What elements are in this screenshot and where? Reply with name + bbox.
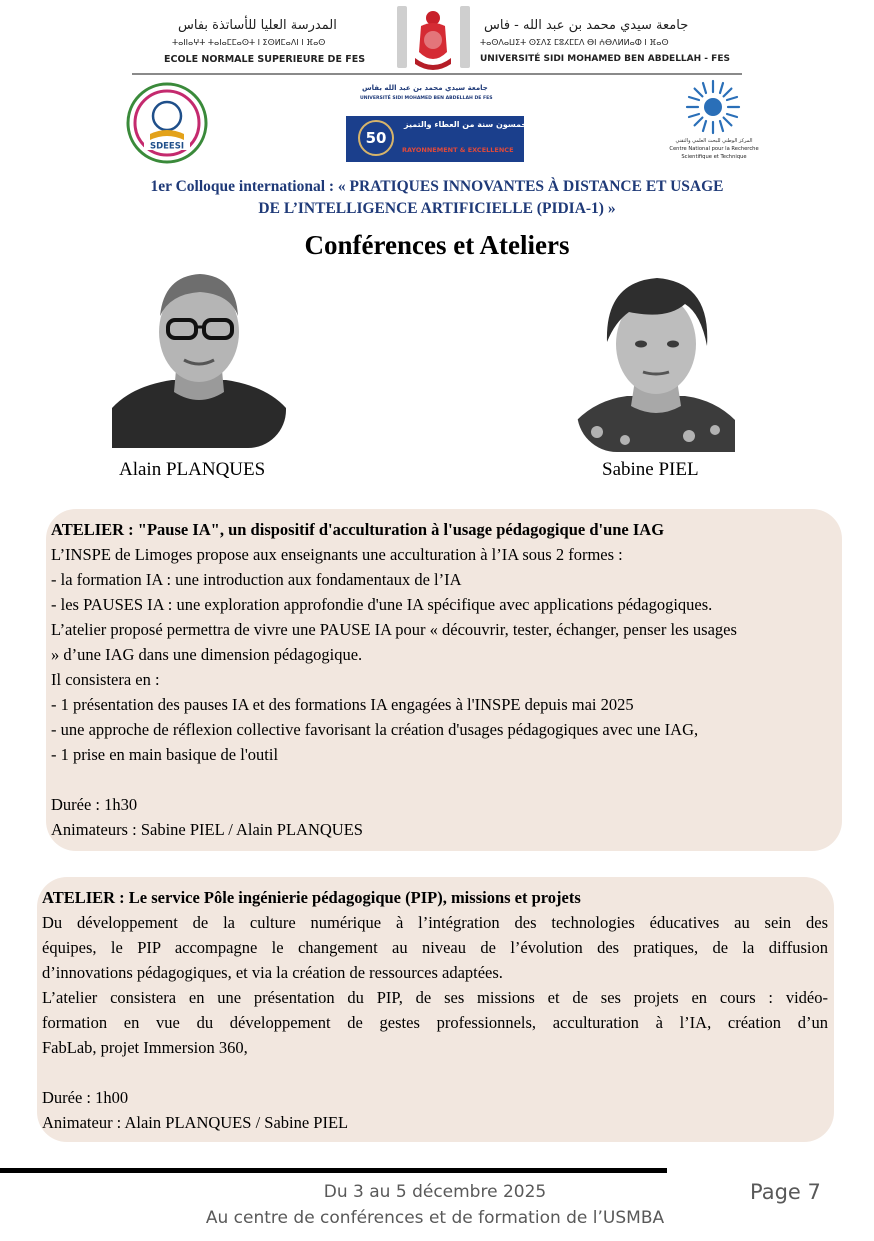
header-divider [132, 73, 742, 75]
usmba-logo-arabic: جامعة سيدي محمد بن عبد الله بفاس [362, 84, 488, 92]
usmba-tifinagh-name: ⵜⴰⵙⴷⴰⵡⵉⵜ ⵙⵉⴷⵉ ⵎⵓⵃⵎⵎⴷ ⴱⵏ ⵄⴱⴷⵍⵍⴰⵀ ⵏ ⴼⴰⵙ [480, 38, 669, 47]
atelier1-paragraph-line1: L’atelier proposé permettra de vivre une PAUSE IA pour « découvrir, tester, échanger, penser les usages [51, 620, 737, 639]
cnrst-name-line2: Scientifique et Technique [681, 154, 747, 160]
atelier2-spacer [42, 1060, 828, 1085]
atelier2-para2-line1: L’atelier consistera en une présentation du PIP, de ses missions et de ses projets en cours : vidéo- [42, 988, 828, 1007]
atelier1-consist-heading: Il consistera en : [51, 670, 160, 689]
atelier1-item-pauses: - les PAUSES IA : une exploration approfondie d'une IA spécifique avec applications pédagogiques. [51, 595, 713, 614]
atelier1-consist-item1: - 1 présentation des pauses IA et des formations IA engagées à l'INSPE depuis mai 2025 [51, 695, 634, 714]
atelier1-intro: L’INSPE de Limoges propose aux enseignants une acculturation à l’IA sous 2 formes : [51, 545, 623, 564]
speaker-photo-alain [112, 258, 286, 448]
footer-venue: Au centre de conférences et de formation de l’USMBA [205, 1208, 665, 1228]
usmba-logo-banner [346, 116, 528, 162]
header-pillar-left [397, 6, 407, 68]
usmba-logo-arabic-tagline: خمسون سنة من العطاء والتميز [404, 120, 528, 129]
page-number: Page 7 [750, 1180, 821, 1204]
colloque-title-line1: 1er Colloque international : « PRATIQUES INNOVANTES À DISTANCE ET USAGE [150, 178, 724, 195]
footer-dates: Du 3 au 5 décembre 2025 [323, 1182, 547, 1202]
sdeesi-logo [126, 82, 208, 164]
atelier1-spacer [51, 767, 836, 792]
portrait-man-image [112, 258, 286, 448]
atelier2-animator: Animateur : Alain PLANQUES / Sabine PIEL [42, 1113, 349, 1132]
colloque-title-line2: DE L’INTELLIGENCE ARTIFICIELLE (PIDIA-1) » [258, 200, 616, 217]
speaker-name-sabine: Sabine PIEL [602, 459, 699, 480]
cnrst-name-line1: Centre National pour la Recherche [669, 146, 759, 152]
portrait-woman-image [577, 260, 735, 452]
atelier2-duration: Durée : 1h00 [42, 1088, 129, 1107]
atelier1-item-formation: - la formation IA : une introduction aux fondamentaux de l’IA [51, 570, 462, 589]
fifty-years-number: 50 [365, 129, 387, 147]
atelier2-para1-line2: équipes, le PIP accompagne le changement au niveau de l’évolution des pratiques, de la diffusion [42, 938, 828, 957]
colloque-title [60, 176, 814, 220]
royal-emblem-icon [407, 6, 459, 72]
page-title: Conférences et Ateliers [304, 230, 570, 260]
header-pillar-right [460, 6, 470, 68]
ens-french-name: ECOLE NORMALE SUPERIEURE DE FES [164, 54, 366, 65]
ens-tifinagh-name: ⵜⴰⵏⵏⴰⵖⵜ ⵜⴰⵏⴰⵎⵎⴰⵙⵜ ⵏ ⵉⵙⵍⵎⴰⴷⵏ ⵏ ⴼⴰⵙ [172, 38, 326, 47]
speaker-name-alain: Alain PLANQUES [119, 459, 266, 480]
atelier-pip-box [37, 877, 834, 1142]
atelier2-para1-line1: Du développement de la culture numérique à l’intégration des technologies éducatives au sein des [42, 913, 828, 932]
usmba-logo-tagline: RAYONNEMENT & EXCELLENCE [402, 146, 514, 154]
atelier-pause-ia-box [46, 509, 842, 851]
fifty-years-seal-icon [358, 120, 394, 156]
usmba-50-years-logo [346, 82, 528, 164]
ens-arabic-name: المدرسة العليا للأساتذة بفاس [178, 18, 337, 33]
atelier2-title: ATELIER : Le service Pôle ingénierie pédagogique (PIP), missions et projets [42, 888, 581, 907]
speaker-photo-sabine [577, 260, 735, 452]
atelier2-para2-line2: formation en vue du développement de gestes professionnels, acculturation à l’IA, création d’un [42, 1013, 828, 1032]
cnrst-arabic-name: المركز الوطني للبحث العلمي والتقني [675, 138, 753, 144]
usmba-logo-french: UNIVERSITÉ SIDI MOHAMED BEN ABDELLAH DE FES [360, 96, 493, 101]
atelier1-animators: Animateurs : Sabine PIEL / Alain PLANQUES [51, 820, 363, 839]
atelier2-para1-line3: d’innovations pédagogiques, et via la création de ressources adaptées. [42, 963, 503, 982]
atelier1-duration: Durée : 1h30 [51, 795, 138, 814]
usmba-french-name: UNIVERSITÉ SIDI MOHAMED BEN ABDELLAH - FES [480, 54, 730, 64]
atelier1-paragraph-line2: » d’une IAG dans une dimension pédagogique. [51, 645, 363, 664]
cnrst-sunburst-icon [684, 78, 742, 136]
atelier2-para2-line3: FabLab, projet Immersion 360, [42, 1038, 248, 1057]
atelier1-title: ATELIER : "Pause IA", un dispositif d'acculturation à l'usage pédagogique d'une IAG [51, 520, 665, 539]
footer-rule [0, 1168, 667, 1173]
sdeesi-logo-label: SDEESI [149, 141, 185, 152]
usmba-arabic-name: جامعة سيدي محمد بن عبد الله - فاس [484, 18, 689, 33]
atelier1-consist-item3: - 1 prise en main basique de l'outil [51, 745, 279, 764]
cnrst-logo [668, 78, 760, 168]
atelier1-consist-item2: - une approche de réflexion collective favorisant la création d'usages pédagogiques avec une IAG, [51, 720, 699, 739]
